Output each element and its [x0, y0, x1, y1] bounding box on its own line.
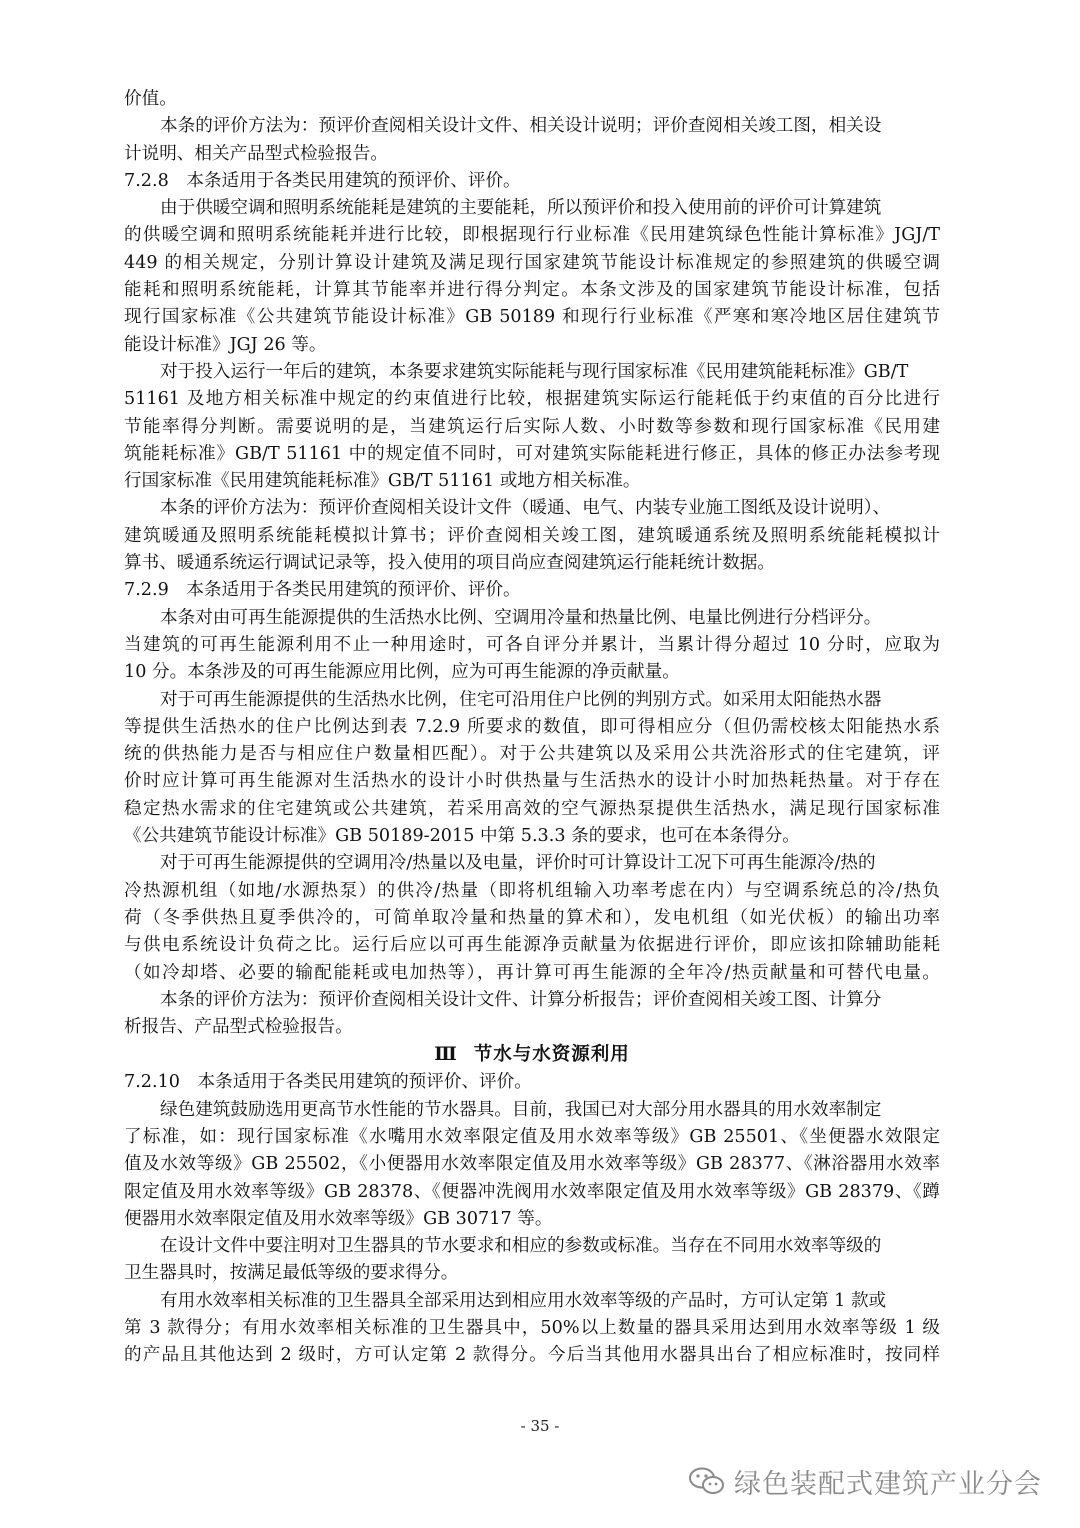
text-line: 等提供生活热水的住户比例达到表 7.2.9 所要求的数值，即可得相应分（但仍需校核太阳能热水系 [124, 716, 940, 737]
text-line: 现行国家标准《公共建筑节能设计标准》GB 50189 和现行行业标准《严寒和寒冷地区居住建筑节 [124, 307, 940, 328]
document-body [124, 86, 940, 1370]
text-line: 本条的评价方法为：预评价查阅相关设计文件（暖通、电气、内装专业施工图纸及设计说明）、 [160, 498, 891, 519]
text-line: 本条的评价方法为：预评价查阅相关设计文件、计算分析报告；评价查阅相关竣工图、计算分 [160, 989, 882, 1010]
text-line: 稳定热水需求的住宅建筑或公共建筑，若采用高效的空气源热泵提供生活热水，满足现行国家标准 [124, 798, 940, 819]
text-line: 与供电系统设计负荷之比。运行后应以可再生能源净贡献量为依据进行评价，即应该扣除辅助能耗 [124, 935, 940, 956]
section-heading [124, 1041, 940, 1069]
text-line: 的供暖空调和照明系统能耗并进行比较，即根据现行行业标准《民用建筑绿色性能计算标准》JGJ/T [124, 225, 940, 246]
text-line: 冷热源机组（如地/水源热泵）的供冷/热量（即将机组输入功率考虑在内）与空调系统总的冷/热负 [124, 880, 940, 901]
text-line: 在设计文件中要注明对卫生器具的节水要求和相应的参数或标准。当存在不同用水效率等级的 [160, 1236, 882, 1257]
text-line: 7.2.10 本条适用于各类民用建筑的预评价、评价。 [124, 1072, 532, 1093]
text-line: 对于投入运行一年后的建筑，本条要求建筑实际能耗与现行国家标准《民用建筑能耗标准》GB/T [160, 361, 909, 382]
text-line: 计说明、相关产品型式检验报告。 [124, 143, 388, 164]
text-line: 筑能耗标准》GB/T 51161 中的规定值不同时，可对建筑实际能耗进行修正，具体的修正办法参考现 [124, 443, 940, 464]
watermark-text: 绿色装配式建筑产业分会 [734, 1468, 1042, 1500]
text-line: 统的供热能力是否与相应住户数量相匹配）。对于公共建筑以及采用公共洗浴形式的住宅建筑，评 [124, 744, 940, 765]
text-line: 51161 及地方相关标准中规定的约束值进行比较，根据建筑实际运行能耗低于约束值的百分比进行 [124, 389, 940, 410]
text-line: 便器用水效率限定值及用水效率等级》GB 30717 等。 [124, 1208, 553, 1229]
text-line: 荷（冬季供热且夏季供冷的，可简单取冷量和热量的算术和），发电机组（如光伏板）的输出功率 [124, 907, 940, 928]
page-number: - 35 - [520, 1417, 560, 1435]
text-line: 价值。 [124, 89, 177, 109]
text-line: 本条对由可再生能源提供的生活热水比例、空调用冷量和热量比例、电量比例进行分档评分。 [160, 607, 882, 628]
text-line: 《公共建筑节能设计标准》GB 50189-2015 中第 5.3.3 条的要求，也可在本条得分。 [124, 826, 800, 847]
text-line: 第 3 款得分；有用水效率相关标准的卫生器具中，50%以上数量的器具采用达到用水效率等级 1 级 [124, 1318, 940, 1339]
text-line: 算书、暖通系统运行调试记录等，投入使用的项目尚应查阅建筑运行能耗统计数据。 [124, 553, 775, 574]
text-line: 价时应计算可再生能源对生活热水的设计小时供热量与生活热水的设计小时加热耗热量。对于存在 [124, 771, 940, 792]
text-line: 行国家标准《民用建筑能耗标准》GB/T 51161 或地方相关标准。 [124, 471, 641, 492]
text-line: 限定值及用水效率等级》GB 28378、《便器冲洗阀用水效率限定值及用水效率等级》GB 28379、《蹲 [124, 1181, 940, 1202]
text-line: 能设计标准》JGJ 26 等。 [124, 334, 327, 355]
text-line: 能耗和照明系统能耗，计算其节能率并进行得分判定。本条文涉及的国家建筑节能设计标准，包括 [124, 280, 940, 301]
text-line: 绿色建筑鼓励选用更高节水性能的节水器具。目前，我国已对大部分用水器具的用水效率制定 [160, 1099, 882, 1120]
text-line: 建筑暖通及照明系统能耗模拟计算书；评价查阅相关竣工图，建筑暖通系统及照明系统能耗模拟计 [124, 525, 940, 546]
watermark [688, 1461, 1042, 1501]
text-line: 有用水效率相关标准的卫生器具全部采用达到相应用水效率等级的产品时，方可认定第 1 款或 [160, 1290, 887, 1311]
text-line: 值及水效等级》GB 25502，《小便器用水效率限定值及用水效率等级》GB 28377、《淋浴器用水效率 [124, 1154, 940, 1175]
text-line: 对于可再生能源提供的空调用冷/热量以及电量，评价时可计算设计工况下可再生能源冷/热的 [160, 853, 876, 874]
text-line: 7.2.9 本条适用于各类民用建筑的预评价、评价。 [124, 580, 521, 601]
text-line: 对于可再生能源提供的生活热水比例，住宅可沿用住户比例的判别方式。如采用太阳能热水器 [160, 689, 882, 710]
text-line: 的产品且其他达到 2 级时，方可认定第 2 款得分。今后当其他用水器具出台了相应标准时，按同样 [124, 1345, 940, 1366]
text-line: 由于供暖空调和照明系统能耗是建筑的主要能耗，所以预评价和投入使用前的评价可计算建筑 [160, 198, 882, 219]
text-line: 析报告、产品型式检验报告。 [124, 1017, 353, 1038]
text-line: 10 分。本条涉及的可再生能源应用比例，应为可再生能源的净贡献量。 [124, 662, 680, 683]
text-line: 节能率得分判断。需要说明的是，当建筑运行后实际人数、小时数等参数和现行国家标准《民用建 [124, 416, 940, 437]
text-line: 了标准，如：现行国家标准《水嘴用水效率限定值及用水效率等级》GB 25501、《坐便器水效限定 [124, 1126, 940, 1147]
text-line: 当建筑的可再生能源利用不止一种用途时，可各自评分并累计，当累计得分超过 10 分时，应取为 [124, 634, 940, 655]
wechat-icon [688, 1466, 726, 1496]
section-numeral: Ⅲ [434, 1044, 458, 1066]
text-line: 7.2.8 本条适用于各类民用建筑的预评价、评价。 [124, 170, 521, 191]
text-line: 卫生器具时，按满足最低等级的要求得分。 [124, 1263, 459, 1284]
section-title: 节水与水资源利用 [473, 1044, 630, 1066]
text-line: 本条的评价方法为：预评价查阅相关设计文件、相关设计说明；评价查阅相关竣工图，相关设 [160, 116, 882, 137]
text-line: （如冷却塔、必要的输配能耗或电加热等），再计算可再生能源的全年冷/热贡献量和可替代电量。 [124, 962, 940, 983]
text-line: 449 的相关规定，分别计算设计建筑及满足现行国家建筑节能设计标准规定的参照建筑的供暖空调 [124, 252, 940, 273]
